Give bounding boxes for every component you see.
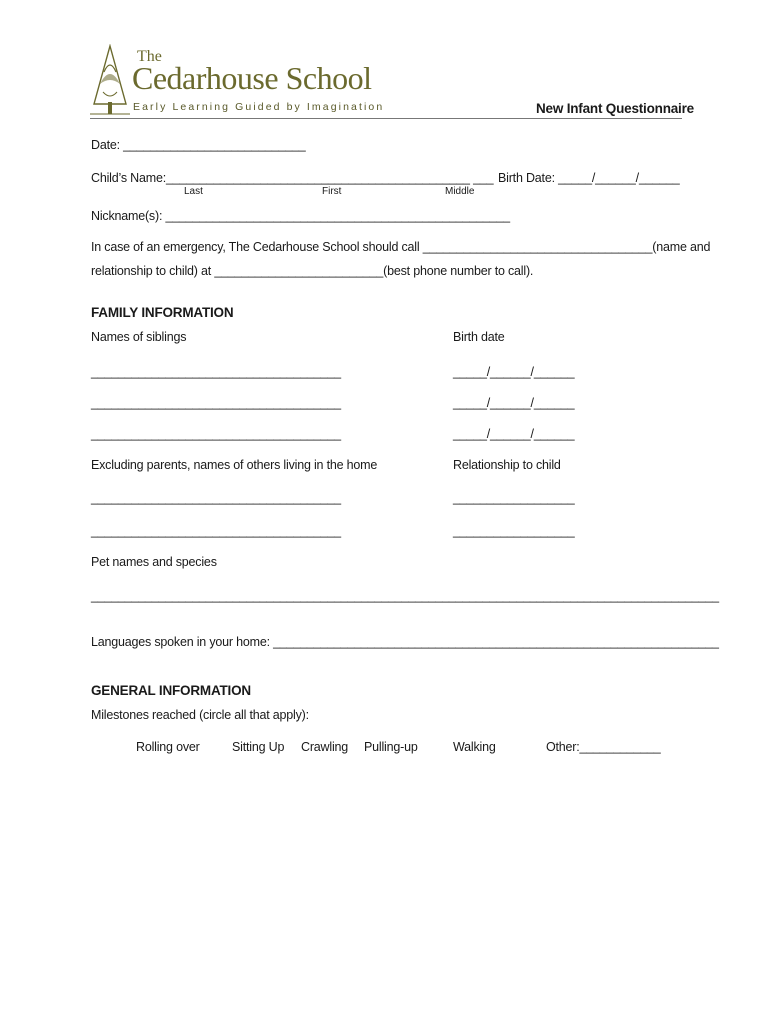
birth-date-field[interactable]: Birth Date: _____/______/______ [498, 171, 680, 185]
logo-school-name: Cedarhouse School [132, 60, 372, 96]
logo-the: The [137, 48, 162, 65]
milestone-crawling[interactable]: Crawling [301, 740, 349, 754]
sublabel-first: First [322, 186, 342, 197]
sibling-birth-field[interactable]: _____/______/______ [453, 365, 575, 379]
sibling-birth-field[interactable]: _____/______/______ [453, 427, 575, 441]
sublabel-middle: Middle [445, 186, 475, 197]
pets-field[interactable]: _____________________________________________________________________________________________ [91, 589, 719, 603]
form-title: New Infant Questionnaire [536, 101, 694, 116]
family-info-heading: FAMILY INFORMATION [91, 305, 234, 320]
nickname-field[interactable]: Nickname(s): ___________________________________________________ [91, 209, 510, 223]
relationship-label: Relationship to child [453, 458, 561, 472]
tree-icon [90, 44, 130, 116]
siblings-label: Names of siblings [91, 330, 187, 344]
child-name-field[interactable]: Child’s Name:_____________________________________________ ___ [91, 171, 494, 185]
milestone-other-field[interactable]: Other:____________ [546, 740, 661, 754]
sibling-name-field[interactable]: _____________________________________ [91, 396, 341, 410]
milestone-pulling-up[interactable]: Pulling-up [364, 740, 418, 754]
milestones-label: Milestones reached (circle all that apply): [91, 708, 309, 722]
sibling-name-field[interactable]: _____________________________________ [91, 427, 341, 441]
emergency-phone-field[interactable]: relationship to child) at _________________________(best phone number to call). [91, 264, 534, 278]
others-in-home-label: Excluding parents, names of others living in the home [91, 458, 378, 472]
pets-label: Pet names and species [91, 555, 217, 569]
languages-field[interactable]: Languages spoken in your home: __________________________________________________________________ [91, 635, 719, 649]
sibling-name-field[interactable]: _____________________________________ [91, 365, 341, 379]
birth-date-label: Birth date [453, 330, 505, 344]
relationship-field[interactable]: __________________ [453, 524, 575, 538]
emergency-contact-field[interactable]: In case of an emergency, The Cedarhouse School should call __________________________________(name and [91, 240, 711, 254]
milestone-walking[interactable]: Walking [453, 740, 496, 754]
milestone-sitting-up[interactable]: Sitting Up [232, 740, 285, 754]
general-info-heading: GENERAL INFORMATION [91, 683, 251, 698]
other-person-name-field[interactable]: _____________________________________ [91, 524, 341, 538]
header-divider [90, 118, 682, 119]
other-person-name-field[interactable]: _____________________________________ [91, 491, 341, 505]
logo-tagline: Early Learning Guided by Imagination [133, 101, 385, 113]
sibling-birth-field[interactable]: _____/______/______ [453, 396, 575, 410]
sublabel-last: Last [184, 186, 203, 197]
school-logo [90, 44, 390, 119]
date-field[interactable]: Date: ___________________________ [91, 138, 306, 152]
milestone-rolling-over[interactable]: Rolling over [136, 740, 200, 754]
relationship-field[interactable]: __________________ [453, 491, 575, 505]
